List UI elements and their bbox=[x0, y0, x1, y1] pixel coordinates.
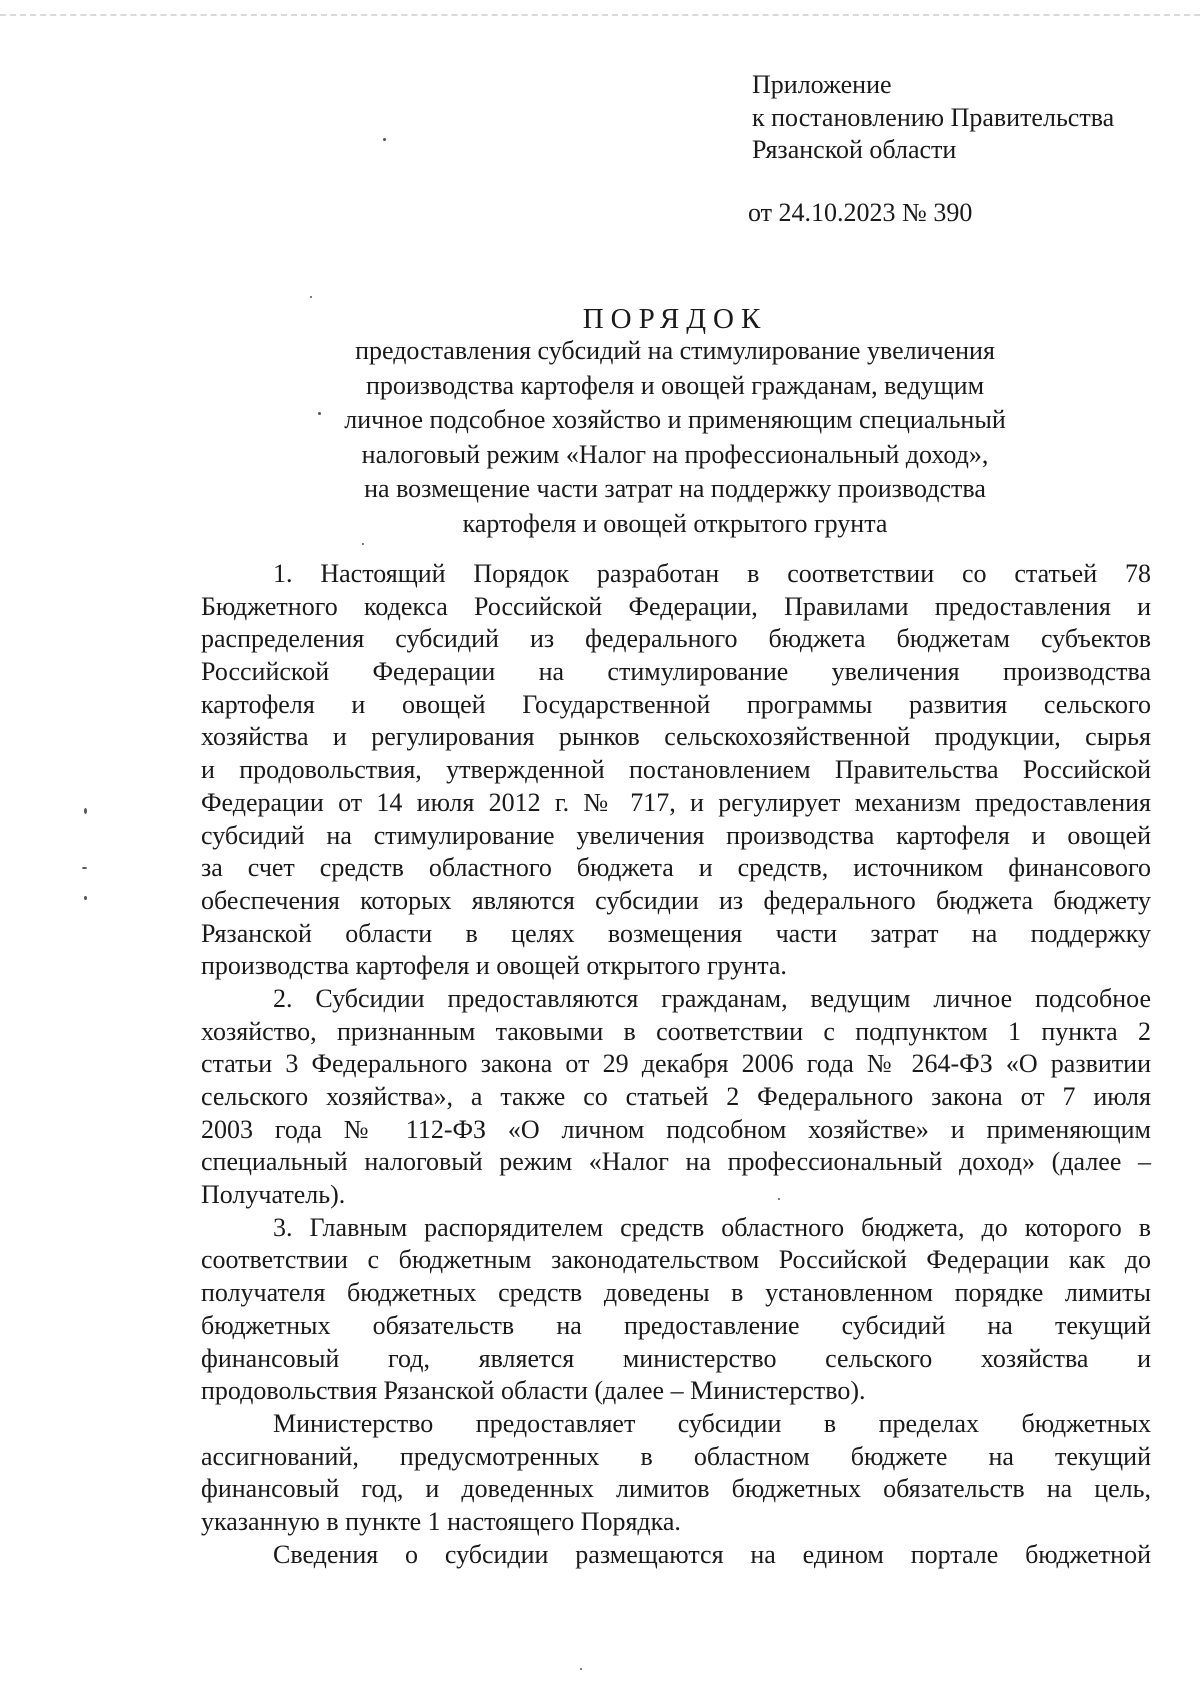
body-line: Российской Федерации на стимулирование увеличения производства bbox=[201, 657, 1151, 687]
body-line: производства картофеля и овощей открытого грунта. bbox=[201, 951, 787, 981]
header-line: к постановлению Правительства bbox=[752, 102, 1115, 132]
body-line: статьи 3 Федерального закона от 29 декабря 2006 года № 264-ФЗ «О развитии bbox=[201, 1049, 1151, 1079]
body-line: продовольствия Рязанской области (далее – Министерство). bbox=[201, 1376, 866, 1406]
body-line: распределения субсидий из федерального бюджета бюджетам субъектов bbox=[201, 624, 1151, 654]
body-line: финансовый год, и доведенных лимитов бюджетных обязательств на цель, bbox=[201, 1474, 1151, 1504]
subtitle-line: на возмещение части затрат на поддержку производства bbox=[364, 474, 986, 503]
scan-speck bbox=[383, 138, 386, 141]
body-line: хозяйство, признанным таковыми в соответствии с подпунктом 1 пункта 2 bbox=[201, 1016, 1151, 1046]
document-subtitle bbox=[300, 334, 1050, 541]
document-body bbox=[201, 558, 1151, 1571]
body-line: финансовый год, является министерство сельского хозяйства и bbox=[201, 1343, 1151, 1373]
header-line: Приложение bbox=[752, 70, 892, 99]
body-line: субсидий на стимулирование увеличения производства картофеля и овощей bbox=[201, 820, 1151, 850]
body-line: 3. Главным распорядителем средств областного бюджета, до которого в bbox=[273, 1212, 1151, 1242]
body-line: Бюджетного кодекса Российской Федерации, Правилами предоставления и bbox=[201, 591, 1151, 621]
header-line: Рязанской области bbox=[752, 135, 957, 165]
body-line: специальный налоговый режим «Налог на профессиональный доход» (далее – bbox=[201, 1147, 1151, 1177]
scan-speck bbox=[82, 867, 87, 869]
body-line: ассигнований, предусмотренных в областном бюджете на текущий bbox=[201, 1441, 1151, 1471]
body-line: обеспечения которых являются субсидии из федерального бюджета бюджету bbox=[201, 885, 1151, 915]
decree-date-number: от 24.10.2023 № 390 bbox=[748, 198, 973, 227]
subtitle-line: предоставления субсидий на стимулирование увеличения bbox=[355, 336, 995, 365]
body-line: Рязанской области в целях возмещения части затрат на поддержку bbox=[201, 918, 1151, 948]
body-line: Федерации от 14 июля 2012 г. № 717, и регулирует механизм предоставления bbox=[201, 787, 1151, 817]
body-line: бюджетных обязательств на предоставление субсидий на текущий bbox=[201, 1310, 1151, 1340]
body-line: указанную в пункте 1 настоящего Порядка. bbox=[201, 1506, 681, 1536]
body-line: получателя бюджетных средств доведены в установленном порядке лимиты bbox=[201, 1278, 1151, 1308]
body-line: соответствии с бюджетным законодательством Российской Федерации как до bbox=[201, 1245, 1151, 1275]
body-line: 1. Настоящий Порядок разработан в соответствии со статьей 78 bbox=[273, 559, 1151, 588]
subtitle-line: налоговый режим «Налог на профессиональный доход», bbox=[361, 439, 989, 469]
subtitle-line: производства картофеля и овощей гражданам, ведущим bbox=[365, 370, 985, 400]
body-line: за счет средств областного бюджета и средств, источником финансового bbox=[201, 853, 1151, 883]
scan-speck bbox=[580, 1668, 582, 1670]
approval-header bbox=[752, 68, 1172, 166]
body-line: и продовольствия, утвержденной постановлением Правительства Российской bbox=[201, 755, 1151, 785]
scan-edge-artifact bbox=[0, 14, 1200, 16]
body-line: картофеля и овощей Государственной программы развития сельского bbox=[201, 689, 1151, 719]
body-line: 2003 года № 112-ФЗ «О личном подсобном хозяйстве» и применяющим bbox=[201, 1114, 1151, 1144]
body-line: Получатель). bbox=[201, 1180, 346, 1210]
scan-speck bbox=[84, 896, 87, 900]
scan-speck bbox=[84, 808, 87, 814]
subtitle-line: личное подсобное хозяйство и применяющим специальный bbox=[344, 405, 1006, 434]
body-line: Министерство предоставляет субсидии в пределах бюджетных bbox=[273, 1408, 1151, 1438]
scan-speck bbox=[362, 543, 364, 545]
body-line: 2. Субсидии предоставляются гражданам, ведущим личное подсобное bbox=[273, 983, 1151, 1013]
body-line: хозяйства и регулирования рынков сельскохозяйственной продукции, сырья bbox=[201, 722, 1151, 752]
body-line: сельского хозяйства», а также со статьей 2 Федерального закона от 7 июля bbox=[201, 1082, 1151, 1111]
subtitle-line: картофеля и овощей открытого грунта bbox=[462, 508, 888, 538]
document-title: ПОРЯДОК bbox=[582, 303, 768, 335]
scan-speck bbox=[310, 296, 312, 298]
body-line: Сведения о субсидии размещаются на едином портале бюджетной bbox=[273, 1539, 1151, 1569]
